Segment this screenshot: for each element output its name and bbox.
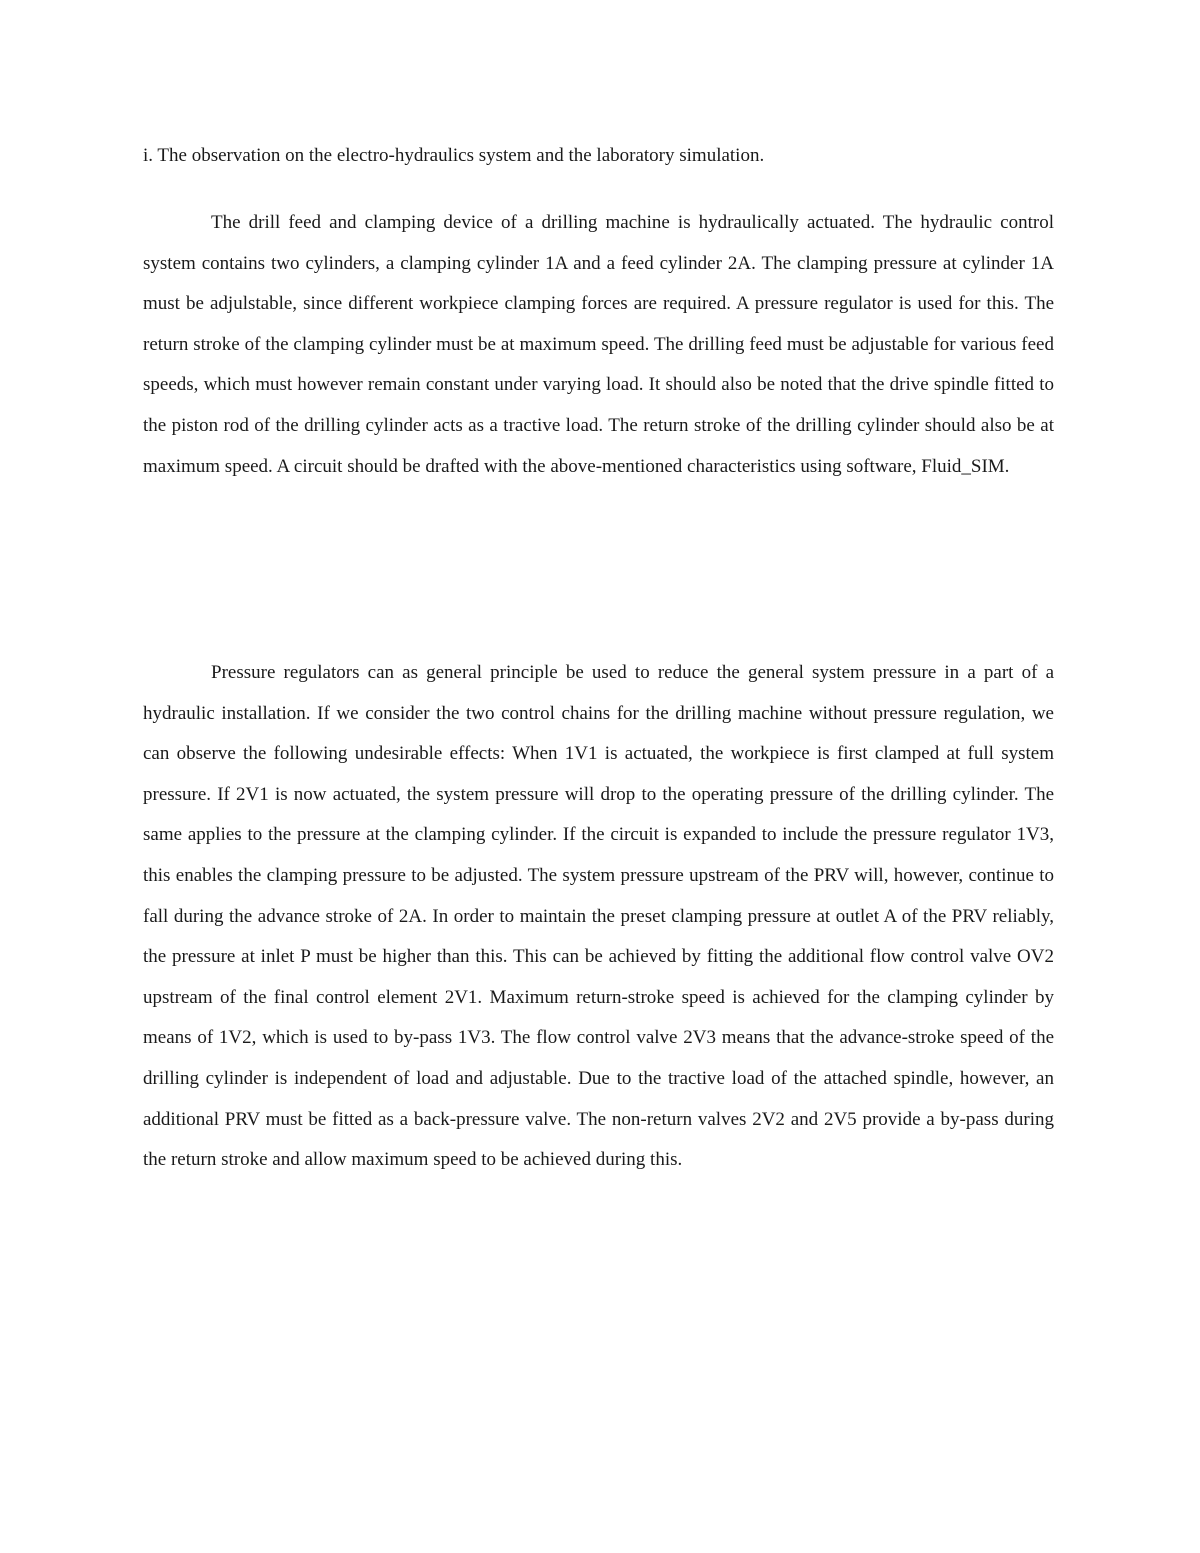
section-heading: i. The observation on the electro-hydraulics system and the laboratory simulation.: [143, 145, 765, 166]
paragraph-problem-description: The drill feed and clamping device of a drilling machine is hydraulically actuated. The hydraulic control system contains two cylinders, a clamping cylinder 1A and a feed cylinder 2A. The clamping pressure at cylinder 1A must be adjulstable, since different workpiece clamping forces are required. A pressure regulator is used for this. The return stroke of the clamping cylinder must be at maximum speed. The drilling feed must be adjustable for various feed speeds, which must however remain constant under varying load. It should also be noted that the drive spindle fitted to the piston rod of the drilling cylinder acts as a tractive load. The return stroke of the drilling cylinder should also be at maximum speed. A circuit should be drafted with the above-mentioned characteristics using software, Fluid_SIM.: [143, 212, 1054, 477]
paragraph-pressure-regulation: Pressure regulators can as general principle be used to reduce the general system pressure in a part of a hydraulic installation. If we consider the two control chains for the drilling machine without pressure regulation, we can observe the following undesirable effects: When 1V1 is actuated, the workpiece is first clamped at full system pressure. If 2V1 is now actuated, the system pressure will drop to the operating pressure of the drilling cylinder. The same applies to the pressure at the clamping cylinder. If the circuit is expanded to include the pressure regulator 1V3, this enables the clamping pressure to be adjusted. The system pressure upstream of the PRV will, however, continue to fall during the advance stroke of 2A. In order to maintain the preset clamping pressure at outlet A of the PRV reliably, the pressure at inlet P must be higher than this. This can be achieved by fitting the additional flow control valve OV2 upstream of the final control element 2V1. Maximum return-stroke speed is achieved for the clamping cylinder by means of 1V2, which is used to by-pass 1V3. The flow control valve 2V3 means that the advance-stroke speed of the drilling cylinder is independent of load and adjustable. Due to the tractive load of the attached spindle, however, an additional PRV must be fitted as a back-pressure valve. The non-return valves 2V2 and 2V5 provide a by-pass during the return stroke and allow maximum speed to be achieved during this.: [143, 662, 1054, 1171]
